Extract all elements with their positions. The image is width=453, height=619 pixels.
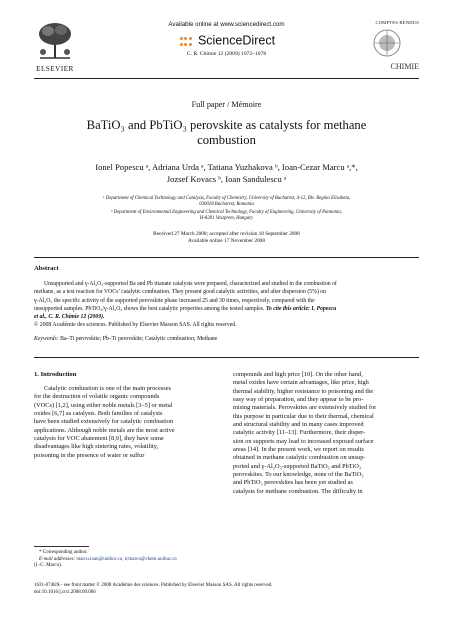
available-online-text: Available online at www.sciencedirect.com	[168, 21, 285, 28]
right-line-8: catalytic activity [11–13]. Furthermore, their disper-	[233, 429, 366, 437]
publisher-logo-text: ELSEVIER	[36, 65, 74, 73]
authors-line-2: Jozsef Kovacs ᵇ, Ioan Sandulescu ᵃ	[166, 173, 287, 184]
article-title	[34, 118, 419, 148]
right-line-2: metal oxides have certain advantages, like price, high	[233, 379, 369, 387]
left-line-8: disadvantages like high sintering rates, volatility,	[34, 443, 159, 451]
left-line-3: (VOCs) [1,2], using either noble metals [3–5] or metal	[34, 401, 173, 409]
abstract-line-3: γ-Al₂O₃ the specific activity of the supported perovskite phase increased 25 and 30 times, respectively, compared with the	[34, 297, 315, 304]
left-line-9: poisoning in the presence of water or sulfur	[34, 451, 145, 459]
right-line-3: thermal stability, higher resistance to poisoning and the	[233, 387, 374, 395]
page-footer	[34, 583, 419, 596]
available-date: Available online 17 November 2008	[188, 238, 265, 244]
keywords-line	[34, 335, 419, 343]
elsevier-tree-icon	[34, 20, 76, 60]
intro-right-column	[233, 371, 419, 496]
right-line-6: this purpose in particular due to their thermal, chemical	[233, 412, 374, 420]
elsevier-logo	[34, 20, 76, 73]
affiliations	[34, 196, 419, 222]
left-line-1: Catalytic combustion is one of the main processes	[44, 385, 172, 392]
footnote	[34, 550, 224, 570]
cite-label: To cite this article: I. Popescu	[265, 305, 337, 312]
title-line-2: combustion	[197, 133, 256, 147]
abstract-line-2: methane, as a test reaction for VOCs’ catalytic combustion. They present good catalytic activities, and after dispersion (5%) on	[34, 289, 327, 296]
email-owner: (I.-C. Marcu).	[34, 563, 63, 569]
right-line-11: obtained in methane catalytic combustion on unsup-	[233, 454, 366, 462]
article-dates	[34, 231, 419, 245]
header-rule	[34, 78, 419, 79]
left-line-5: have been studied extensively for catalytic combustion	[34, 418, 174, 426]
right-line-14: and PbTiO₃ perovskites has been yet studied as	[233, 479, 353, 487]
affiliation-a-line2: 030018 Bucharest, Romania	[199, 202, 254, 207]
journal-citation: C. R. Chimie 12 (2009) 1072–1078	[186, 51, 267, 57]
title-line-1: BaTiO₃ and PbTiO₃ perovskite as catalysts for methane	[86, 118, 367, 132]
footnote-rule	[34, 546, 89, 547]
keywords-list: Ba–Ti perovskite; Pb–Ti perovskite; Catalytic combustion; Methane	[60, 335, 218, 342]
keywords-label: Keywords:	[34, 335, 59, 342]
abstract-body	[34, 280, 419, 343]
right-line-9: sion on supports may lead to increased exposed surface	[233, 437, 374, 445]
abstract-heading: Abstract	[34, 265, 59, 272]
journal-cover-image-icon	[355, 25, 419, 59]
cite-continuation	[34, 313, 419, 321]
left-line-4: oxides [6,7] as catalysts. Both families of catalysts	[34, 410, 163, 418]
left-line-7: catalysts for VOC abatement [8,9], they have some	[34, 435, 164, 443]
author-list	[34, 162, 419, 185]
affiliation-b-line1: ᵇ Department of Environmental Engineering and Chemical Technology, Faculty of Engineering, University of Pannonia,	[111, 210, 342, 215]
journal-name-line2: CHIMIE	[390, 62, 419, 71]
received-date: Received 27 March 2008; accepted after revision 18 September 2008	[153, 231, 300, 237]
article-type: Full paper / Mémoire	[191, 100, 262, 109]
intro-left-column	[34, 385, 220, 460]
affiliation-a-line1: ᵃ Department of Chemical Technology and Catalysis, Faculty of Chemistry, University of Bucharest, 4-12, Blv. Regina Elisabeta,	[102, 196, 351, 201]
right-line-7: and structural stability and in many cases improved	[233, 421, 364, 429]
section-heading-introduction: 1. Introduction	[34, 371, 77, 378]
footer-doi[interactable]: doi:10.1016/j.crci.2008.09.006	[34, 589, 96, 595]
right-line-10: areas [14]. In the present work, we report on results	[233, 446, 364, 454]
left-line-6: applications. Although noble metals are the most active	[34, 426, 175, 434]
journal-cover	[355, 20, 419, 72]
right-line-15: catalysts for methane combustion. The difficulty in	[233, 487, 363, 495]
abstract-line-4-text: unsupported samples. PbTiO₃/γ-Al₂O₃ shows the best catalytic properties among the tested samples.	[34, 305, 265, 312]
right-line-5: mising materials. Perovskites are extensively studied for	[233, 404, 377, 412]
footer-front-matter: 1631-0748/$ - see front matter © 2008 Académie des sciences. Published by Elsevier Masson SAS. All rights reserved.	[34, 583, 273, 588]
email-addresses-link[interactable]: marcu.ioan@unibuc.ro, icmarcu@chem.unibuc.ro	[76, 556, 177, 562]
abstract-bottom-rule	[34, 357, 419, 358]
left-line-2: for the destruction of volatile organic compounds	[34, 393, 160, 401]
email-label: E-mail addresses:	[39, 556, 76, 562]
cite-cont-text: et al., C. R. Chimie 12 (2009).	[34, 314, 105, 321]
corresponding-author-note: * Corresponding author.	[39, 550, 88, 555]
authors-line-1: Ionel Popescu ᵃ, Adriana Urda ᵃ, Tatiana Yuzhakova ᵇ, Ioan-Cezar Marcu ᵃ,*,	[95, 162, 358, 172]
right-line-1: compounds and high price [10]. On the other hand,	[233, 371, 363, 378]
sciencedirect-brand: ScienceDirect	[197, 33, 276, 48]
abstract-line-4	[34, 305, 419, 313]
sciencedirect-logo	[120, 31, 333, 49]
email-line	[34, 557, 224, 564]
abstract-copyright: © 2008 Académie des sciences. Published by Elsevier Masson SAS. All rights reserved.	[34, 322, 237, 329]
abstract-top-rule	[34, 257, 419, 258]
abstract-line-1: Unsupported and γ-Al₂O₃-supported Ba and Pb titanate catalysts were prepared, characterized and studied in the combustion of	[44, 281, 337, 287]
right-line-13: perovskites. To our knowledge, none of the BaTiO₃	[233, 471, 364, 479]
right-line-12: ported and γ-Al₂O₃-supported BaTiO₃ and PbTiO₃	[233, 462, 362, 470]
affiliation-b-line2: H-8201 Veszprem, Hungary	[199, 216, 254, 221]
journal-name-line1: COMPTES RENDUS	[375, 20, 419, 25]
right-line-4: easy way of preparation, and they appear to be pro-	[233, 396, 364, 404]
sciencedirect-dots-icon	[178, 34, 194, 46]
